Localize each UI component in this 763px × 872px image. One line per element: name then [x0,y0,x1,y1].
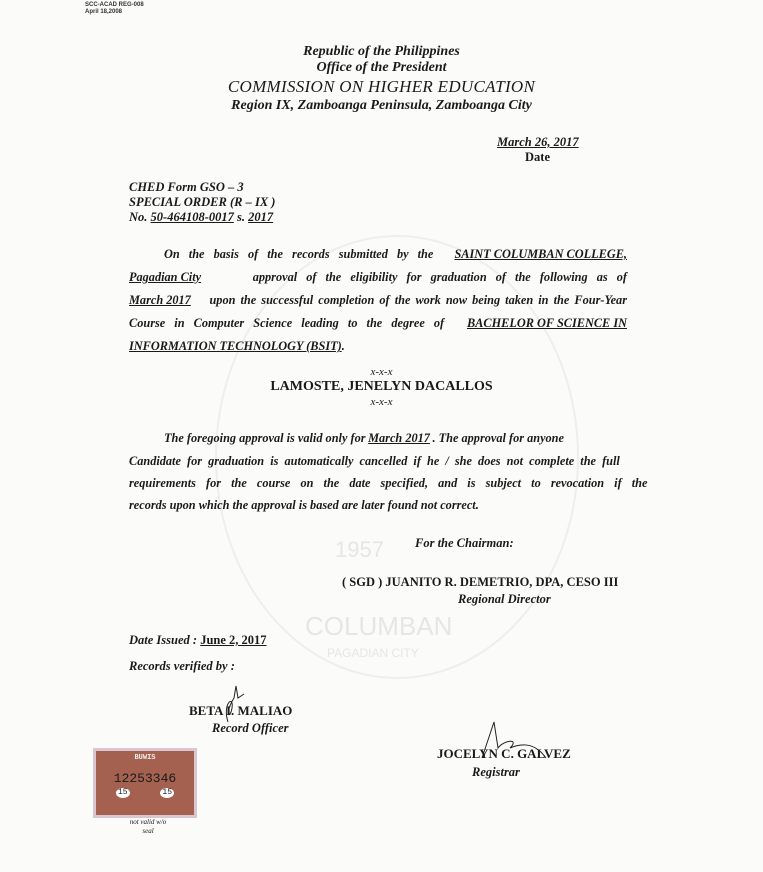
reference-code [85,2,144,16]
p2-text: The foregoing approval is valid only for [164,431,366,445]
signatory-title: Regional Director [458,592,551,606]
graduation-month: March 2017 [129,293,191,307]
p2-text: . The approval for anyone [432,431,564,445]
date-label: Date [525,150,550,164]
graduate-name: LAMOSTE, JENELYN DACALLOS [270,379,493,394]
records-verified-label: Records verified by : [129,659,235,673]
header-office: Office of the President [316,60,447,75]
stamp-value: 15 [118,788,128,797]
seal-year: 1957 [335,537,384,562]
stamp-title: BUWIS [134,754,156,762]
for-chairman: For the Chairman: [415,536,514,550]
stamp-note: not valid w/o seal [129,818,167,835]
degree-name: BACHELOR OF SCIENCE IN [466,316,627,330]
separator: x-x-x [370,366,393,378]
registrar-title: Registrar [472,765,520,779]
seal-name: COLUMBAN [305,611,453,641]
ref-date: April 18,2008 [85,9,123,15]
p2-text: requirements for the course on the date specified, and is subject to revocation if the [129,476,648,490]
special-order-block [129,180,275,225]
p2-text: records upon which the approval is based are later found not correct. [129,498,479,512]
degree-name-cont: INFORMATION TECHNOLOGY (BSIT) [129,339,342,353]
special-order-title: SPECIAL ORDER (R – IX ) [129,195,276,209]
registrar-name: JOCELYN C. GALVEZ [437,746,571,761]
signatory-name: ( SGD ) JUANITO R. DEMETRIO, DPA, CESO III [342,575,619,589]
order-year: 2017 [248,210,274,224]
p1-text: On the basis of the records submitted by the [164,247,434,261]
p2-text: Candidate for graduation is automatically cancelled if he / she does not complete the full [129,454,620,468]
seal-city: PAGADIAN CITY [327,646,419,660]
ref-code: SCC-ACAD REG-008 [85,2,144,8]
no-label: No. [129,210,148,224]
stamp-number: 12253346 [113,771,177,786]
series-label: s. [236,210,245,224]
header-region: Region IX, Zamboanga Peninsula, Zamboanga City [231,98,532,113]
documentary-stamp [93,748,197,818]
header-commission: COMMISSION ON HIGHER EDUCATION [227,77,536,96]
period: . [341,339,345,353]
record-officer-title: Record Officer [212,721,289,735]
form-name: CHED Form GSO – 3 [129,180,244,194]
school-name: SAINT COLUMBAN COLLEGE, [454,247,627,261]
stamp-value: 15 [162,788,172,797]
header-republic: Republic of the Philippines [303,44,460,59]
record-officer-name: BETA I. MALIAO [189,703,293,718]
separator: x-x-x [370,396,393,408]
date-issued: June 2, 2017 [200,633,267,647]
p1-text: approval of the eligibility for graduation of the following as of [252,270,627,284]
order-number: 50-464108-0017 [150,210,234,224]
p1-text: upon the successful completion of the work now being taken in the Four-Year [209,293,627,307]
school-city: Pagadian City [129,270,202,284]
document-date: March 26, 2017 [497,135,579,149]
p1-text: Course in Computer Science leading to the degree of [129,316,445,330]
valid-month: March 2017 [368,431,430,445]
date-issued-label: Date Issued : [129,633,198,647]
